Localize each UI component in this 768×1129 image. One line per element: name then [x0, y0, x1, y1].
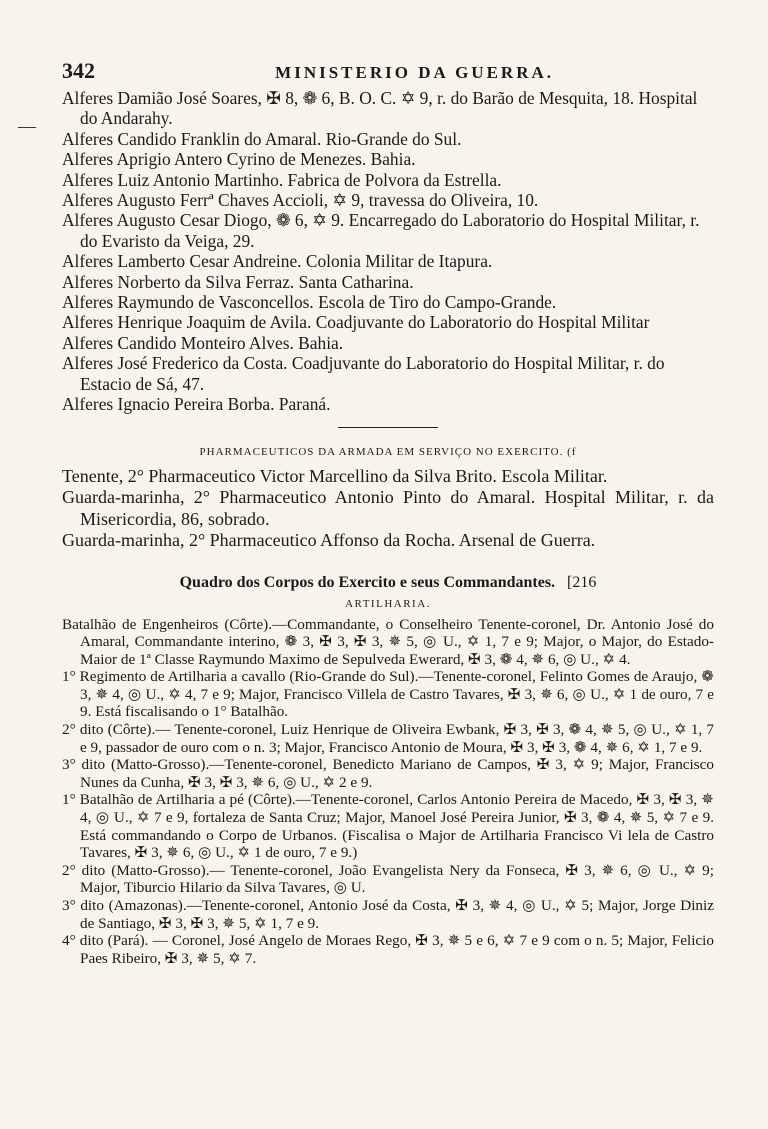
running-head: MINISTERIO DA GUERRA. [275, 63, 554, 82]
list-item: 1° Batalhão de Artilharia a pé (Côrte).—Tenente-coronel, Carlos Antonio Pereira de Macedo, ✠ 3, ✠ 3, ✵ 4, ◎ U., ✡ 7 e 9, fortaleza de Santa Cruz; Major, Manoel José Pereira Junior, ✠ 3, ❁ 4, ✵ 5, ✡ 7 e 9. Está commandando o Corpo de Urbanos. (Fiscalisa o Major de Artilharia Francisco Vi lela de Castro Tavares, ✠ 3, ✵ 6, ◎ U., ✡ 1 de ouro, 7 e 9.) [62, 791, 714, 862]
list-item: 4° dito (Pará). — Coronel, José Angelo de Moraes Rego, ✠ 3, ✵ 5 e 6, ✡ 7 e 9 com o n. 5; Major, Felicio Paes Ribeiro, ✠ 3, ✵ 5, ✡ 7. [62, 932, 714, 967]
list-item: Alferes Lamberto Cesar Andreine. Colonia Militar de Itapura. [62, 251, 493, 272]
page-number: 342 [62, 58, 95, 83]
list-item: 3° dito (Matto-Grosso).—Tenente-coronel, Benedicto Mariano de Campos, ✠ 3, ✡ 9; Major, Francisco Nunes da Cunha, ✠ 3, ✠ 3, ✵ 6, ◎ U., ✡ 2 e 9. [62, 756, 714, 791]
pharm-list [62, 466, 714, 552]
list-item: 2° dito (Côrte).— Tenente-coronel, Luiz Henrique de Oliveira Ewbank, ✠ 3, ✠ 3, ❁ 4, ✵ 5, ◎ U., ✡ 1, 7 e 9, passador de ouro com o n. 3; Major, Francisco Antonio de Moura, ✠ 3, ✠ 3, ❁ 4, ✵ 6, ✡ 1, 7 e 9. [62, 721, 714, 756]
list-item: Alferes Candido Franklin do Amaral. Rio-Grande do Sul. [62, 128, 462, 149]
list-item: Alferes Aprigio Antero Cyrino de Menezes. Bahia. [62, 149, 416, 170]
list-item: Guarda-marinha, 2° Pharmaceutico Antonio Pinto do Amaral. Hospital Militar, r. da Misericordia, 86, sobrado. [62, 487, 714, 529]
section-divider [338, 427, 438, 428]
quadro-title [62, 574, 714, 592]
alferes-list [62, 88, 714, 415]
list-item: 2° dito (Matto-Grosso).— Tenente-coronel, João Evangelista Nery da Fonseca, ✠ 3, ✵ 6, ◎ U., ✡ 9; Major, Tiburcio Hilario da Silva Tavares, ◎ U. [62, 861, 714, 897]
list-item: Guarda-marinha, 2° Pharmaceutico Affonso da Rocha. Arsenal de Guerra. [62, 530, 596, 550]
list-item: Alferes Damião José Soares, ✠ 8, ❁ 6, B. O. C. ✡ 9, r. do Barão de Mesquita, 18. Hospital do Andarahy. [62, 88, 698, 129]
list-item: Alferes Norberto da Silva Ferraz. Santa Catharina. [62, 271, 414, 292]
list-item: Tenente, 2° Pharmaceutico Victor Marcellino da Silva Brito. Escola Militar. [62, 465, 608, 486]
list-item: Alferes Ignacio Pereira Borba. Paraná. [62, 394, 331, 415]
pharm-section-title: PHARMACEUTICOS DA ARMADA EM SERVIÇO NO EXERCITO. (f [199, 445, 577, 458]
quadro-title-text: Quadro dos Corpos do Exercito e seus Commandantes. [179, 573, 556, 591]
quadro-ref: [216 [567, 573, 597, 591]
list-item: Alferes Augusto Ferrª Chaves Accioli, ✡ 9, travessa do Oliveira, 10. [62, 190, 539, 211]
list-item: 1° Regimento de Artilharia a cavallo (Rio-Grande do Sul).—Tenente-coronel, Felinto Gomes de Araujo, ❁ 3, ✵ 4, ◎ U., ✡ 4, 7 e 9; Major, Francisco Villela de Castro Tavares, ✠ 3, ✵ 6, ◎ U., ✡ 1 de ouro, 7 e 9. Está fiscalisando o 1° Batalhão. [62, 668, 714, 721]
list-item: Alferes José Frederico da Costa. Coadjuvante do Laboratorio do Hospital Militar, r. do Estacio de Sá, 47. [62, 353, 665, 394]
artilharia-subtitle: ARTILHARIA. [345, 597, 431, 610]
unit-list [62, 616, 714, 968]
list-item: Batalhão de Engenheiros (Côrte).—Commandante, o Conselheiro Tenente-coronel, Dr. Antonio José do Amaral, Commandante interino, ❁ 3, ✠ 3, ✠ 3, ✵ 5, ◎ U., ✡ 1, 7 e 9; Major, o Major, do Estado-Maior de 1ª Classe Raymundo Maximo de Sepulveda Ewerard, ✠ 3, ❁ 4, ✵ 6, ◎ U., ✡ 4. [62, 615, 714, 668]
list-item: Alferes Raymundo de Vasconcellos. Escola de Tiro do Campo-Grande. [62, 292, 557, 313]
list-item: Alferes Candido Monteiro Alves. Bahia. [62, 332, 344, 353]
list-item: 3° dito (Amazonas).—Tenente-coronel, Antonio José da Costa, ✠ 3, ✵ 4, ◎ U., ✡ 5; Major, Jorge Diniz de Santiago, ✠ 3, ✠ 3, ✵ 5, ✡ 1, 7 e 9. [62, 897, 714, 932]
margin-mark: — [18, 116, 36, 136]
list-item: Alferes Augusto Cesar Diogo, ❁ 6, ✡ 9. Encarregado do Laboratorio do Hospital Militar, r. do Evaristo da Veiga, 29. [62, 210, 700, 251]
page-header [62, 58, 714, 84]
list-item: Alferes Luiz Antonio Martinho. Fabrica de Polvora da Estrella. [62, 169, 502, 190]
list-item: Alferes Henrique Joaquim de Avila. Coadjuvante do Laboratorio do Hospital Militar [62, 312, 650, 333]
